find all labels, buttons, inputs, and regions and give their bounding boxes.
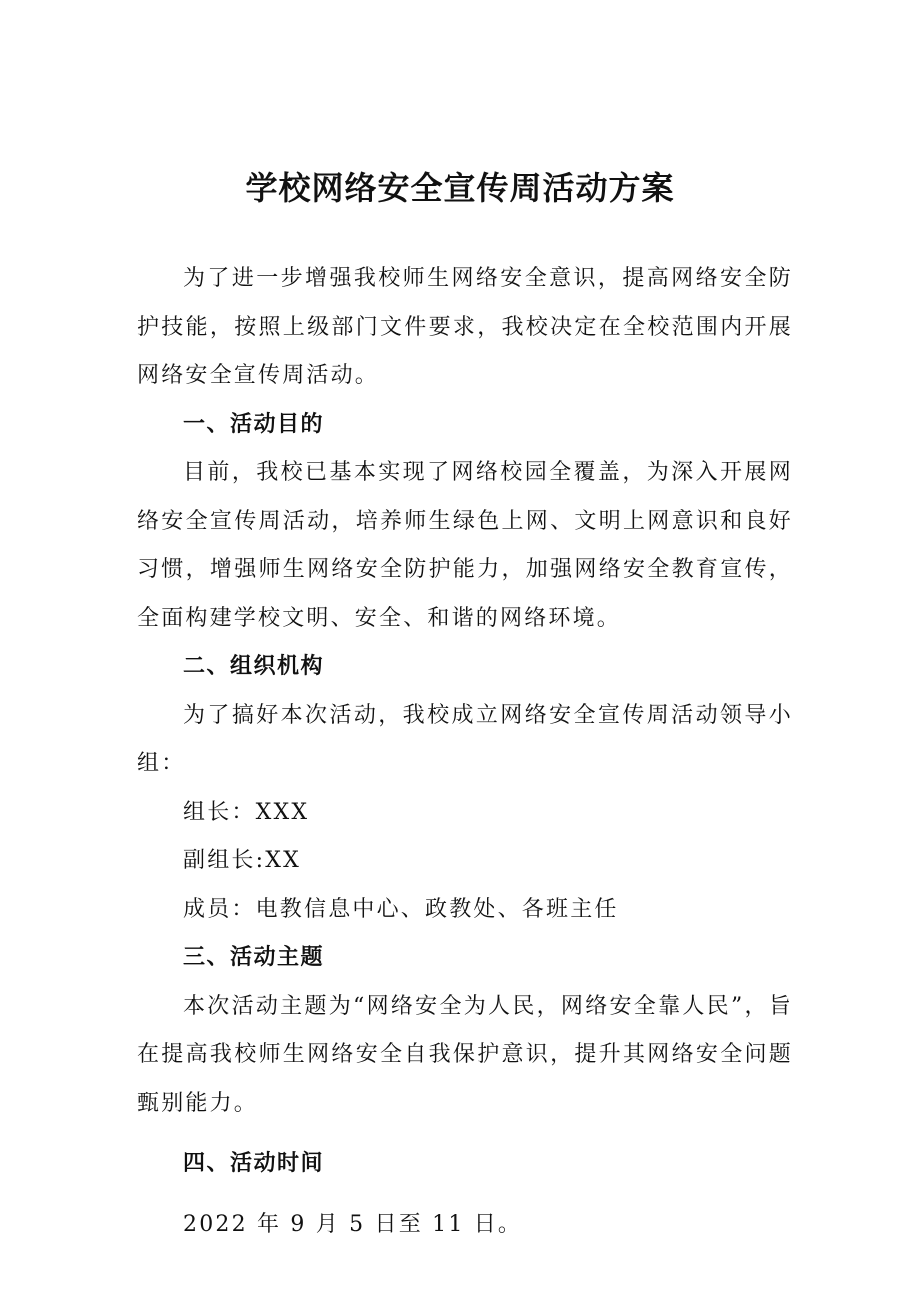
- members-line: 成员：电教信息中心、政教处、各班主任: [183, 896, 619, 922]
- intro-paragraph: 为了进一步增强我校师生网络安全意识，提高网络安全防护技能，按照上级部门文件要求，我校决定在全校范围内开展网络安全宣传周活动。: [137, 266, 793, 388]
- section-heading-purpose: 一、活动目的: [183, 411, 325, 437]
- organization-paragraph: 为了搞好本次活动，我校成立网络安全宣传周活动领导小组：: [137, 702, 793, 776]
- deputy-leader-line: 副组长:XX: [183, 848, 301, 873]
- document-body: [137, 255, 793, 1249]
- leader-line: 组长：XXX: [183, 799, 310, 825]
- theme-paragraph: 本次活动主题为“网络安全为人民，网络安全靠人民”，旨在提高我校师生网络安全自我保护意识，提升其网络安全问题甄别能力。: [137, 993, 793, 1116]
- purpose-paragraph: 目前，我校已基本实现了网络校园全覆盖，为深入开展网络安全宣传周活动，培养师生绿色上网、文明上网意识和良好习惯，增强师生网络安全防护能力，加强网络安全教育宣传，全面构建学校文明、安全、和谐的网络环境。: [137, 460, 793, 631]
- document-title: 学校网络安全宣传周活动方案: [245, 169, 675, 207]
- section-heading-theme: 三、活动主题: [183, 945, 325, 970]
- section-heading-organization: 二、组织机构: [183, 654, 325, 679]
- section-heading-time: 四、活动时间: [183, 1151, 325, 1176]
- time-paragraph: 2022 年 9 月 5 日至 11 日。: [183, 1211, 523, 1237]
